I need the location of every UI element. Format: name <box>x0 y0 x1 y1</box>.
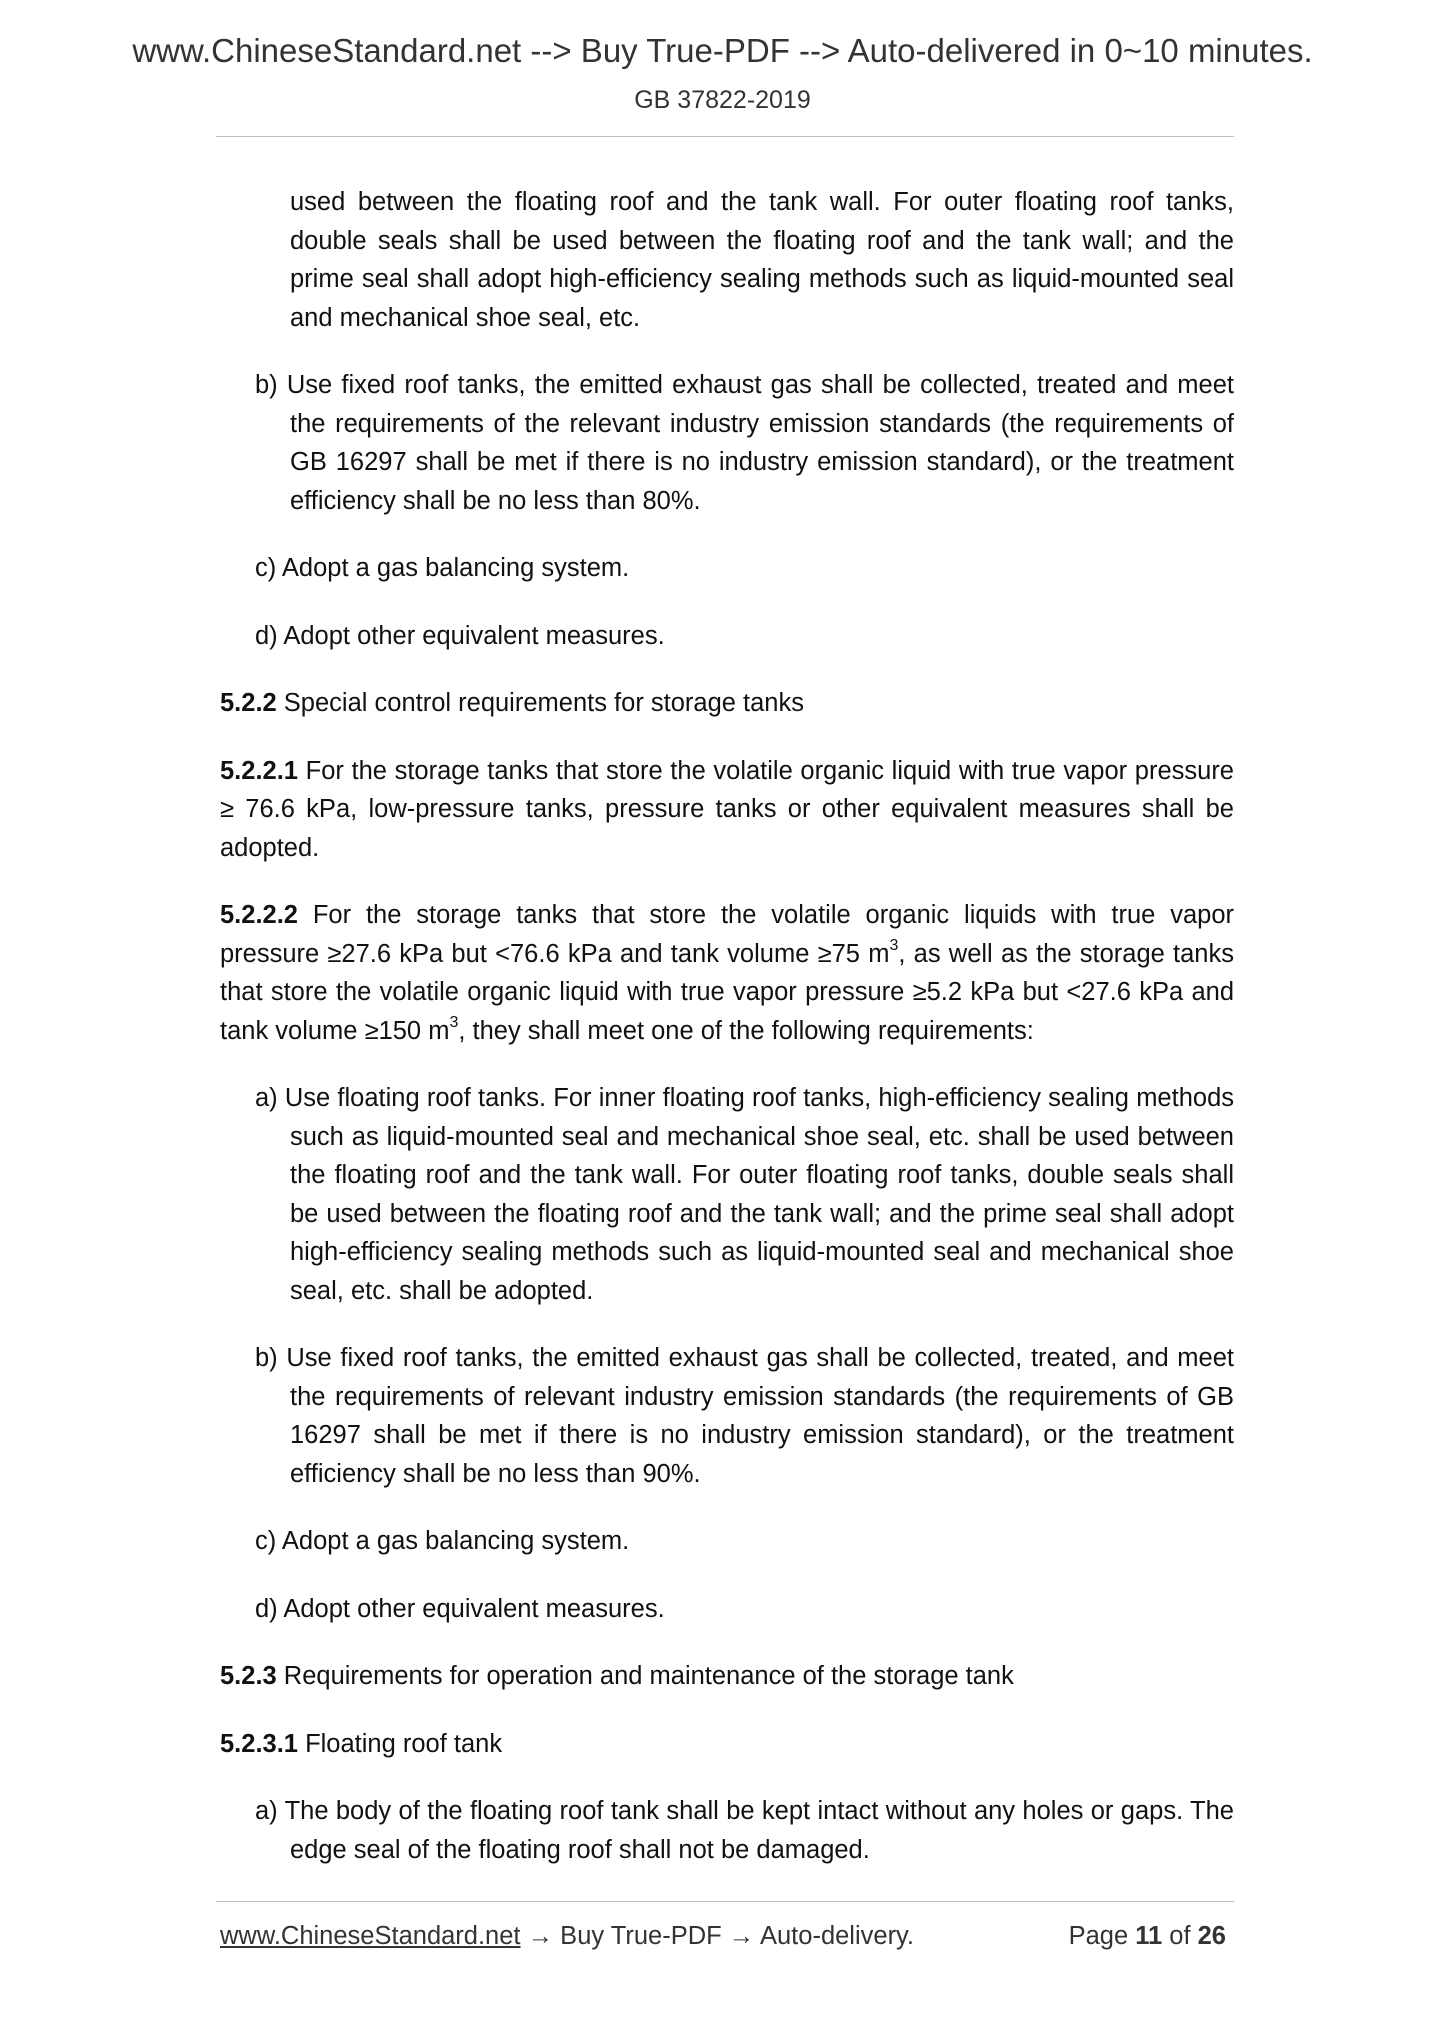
clause-text: , as well as the storage tanks that store the volatile organic liquid with true vapor pressure ≥5.2 kPa but <27.6 kPa and tank volume ≥150 m <box>220 939 1234 1045</box>
list-item-a: a) The body of the floating roof tank shall be kept intact without any holes or gaps. The edge seal of the floating roof shall not be damaged. <box>255 1797 1234 1864</box>
clause-5-2-2-1 <box>220 752 1234 868</box>
page-indicator <box>1069 1922 1226 1951</box>
clause-text: For the storage tanks that store the volatile organic liquid with true vapor pressure ≥ 76.6 kPa, low-pressure tanks, pressure tanks or other equivalent measures shall be adopted. <box>220 756 1234 862</box>
header-divider <box>216 136 1234 137</box>
footer-divider <box>216 1901 1234 1902</box>
superscript: 3 <box>449 1014 459 1031</box>
top-banner: www.ChineseStandard.net --> Buy True-PDF --> Auto-delivered in 0~10 minutes. <box>132 32 1313 69</box>
list-item-b: b) Use fixed roof tanks, the emitted exhaust gas shall be collected, treated, and meet the requirements of relevant industry emission standards (the requirements of GB 16297 shall be met if there is no industry emission standard), or the treatment efficiency shall be no less than 90%. <box>255 1344 1234 1488</box>
footer-promo-text: → Buy True-PDF → Auto-delivery. <box>520 1922 914 1950</box>
page-number: 11 <box>1135 1922 1163 1950</box>
list-item-a: a) Use floating roof tanks. For inner floating roof tanks, high-efficiency sealing methods such as liquid-mounted seal and mechanical shoe seal, etc. shall be used between the floating roof and the tank wall. For outer floating roof tanks, double seals shall be used between the floating roof and the tank wall; and the prime seal shall adopt high-efficiency sealing methods such as liquid-mounted seal and mechanical shoe seal, etc. shall be adopted. <box>255 1084 1234 1305</box>
clause-text: Requirements for operation and maintenance of the storage tank <box>276 1662 1014 1690</box>
of-label: of <box>1162 1922 1198 1950</box>
list-item-c: c) Adopt a gas balancing system. <box>255 554 630 582</box>
page-footer <box>220 1922 1234 1958</box>
clause-text: , they shall meet one of the following requirements: <box>458 1016 1034 1045</box>
clause-text: Floating roof tank <box>297 1729 503 1758</box>
document-code: GB 37822-2019 <box>634 86 811 114</box>
list-item-d: d) Adopt other equivalent measures. <box>255 1594 665 1623</box>
paragraph-continuation: used between the floating roof and the tank wall. For outer floating roof tanks, double seals shall be used between the floating roof and the tank wall; and the prime seal shall adopt high-efficiency sealing methods such as liquid-mounted seal and mechanical shoe seal, etc. <box>290 188 1234 332</box>
list-item-b: b) Use fixed roof tanks, the emitted exhaust gas shall be collected, treated and meet the requirements of the relevant industry emission standards (the requirements of GB 16297 shall be met if there is no industry emission standard), or the treatment efficiency shall be no less than 80%. <box>255 371 1234 515</box>
clause-text: For the storage tanks that store the volatile organic liquids with true vapor pressure ≥27.6 kPa but <76.6 kPa and tank volume ≥75 m <box>220 901 1234 968</box>
clause-number: 5.2.2.2 <box>220 901 298 929</box>
clause-number: 5.2.2 <box>220 689 277 717</box>
clause-5-2-3 <box>220 1657 1234 1696</box>
clause-5-2-3-1 <box>220 1725 1234 1764</box>
clause-number: 5.2.2.1 <box>220 756 298 785</box>
list-item-d: d) Adopt other equivalent measures. <box>255 621 665 650</box>
document-body <box>220 183 1234 1898</box>
page-label: Page <box>1068 1922 1136 1950</box>
clause-text: Special control requirements for storage tanks <box>276 689 804 717</box>
superscript: 3 <box>889 937 899 954</box>
footer-promo <box>220 1922 914 1951</box>
list-item-c: c) Adopt a gas balancing system. <box>255 1527 630 1555</box>
clause-number: 5.2.3.1 <box>220 1729 298 1758</box>
footer-link[interactable]: www.ChineseStandard.net <box>220 1922 521 1950</box>
clause-5-2-2-2 <box>220 896 1234 1050</box>
clause-5-2-2 <box>220 684 1234 723</box>
page-total: 26 <box>1197 1922 1226 1950</box>
clause-number: 5.2.3 <box>220 1662 277 1690</box>
